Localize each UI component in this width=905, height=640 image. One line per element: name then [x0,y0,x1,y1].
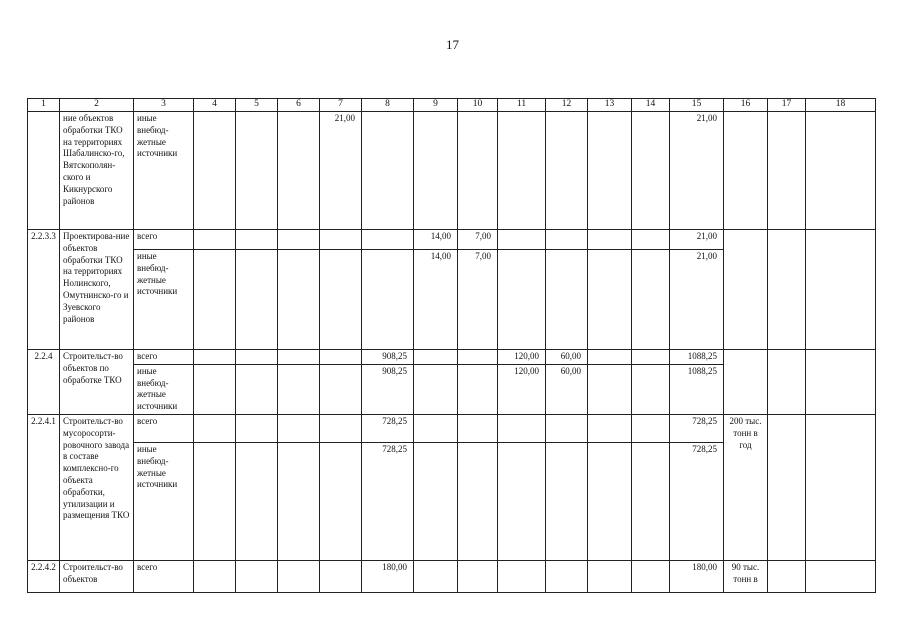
funding-source: всего [134,350,194,365]
table-row [28,230,876,250]
value-cell-col8: 908,25 [362,350,414,365]
value-cell-col13 [588,414,632,442]
capacity-cell [724,230,768,350]
value-cell-col8: 908,25 [362,364,414,414]
table-row [28,112,876,230]
value-cell-col12 [546,250,588,350]
funding-source: всего [134,414,194,442]
value-cell-col17 [768,230,806,350]
value-cell-col13 [588,364,632,414]
value-cell-col6 [278,350,320,365]
value-cell-col8: 728,25 [362,442,414,560]
row-code [28,112,60,230]
value-cell-col10 [458,364,498,414]
value-cell-col8: 180,00 [362,560,414,592]
value-cell-col5 [236,250,278,350]
value-cell-col18 [806,560,876,592]
value-cell-col11: 120,00 [498,364,546,414]
value-cell-col13 [588,560,632,592]
value-cell-col9 [414,560,458,592]
table-row [28,350,876,365]
column-number: 10 [458,99,498,112]
column-number: 1 [28,99,60,112]
value-cell-col13 [588,230,632,250]
value-cell-col15: 728,25 [670,414,724,442]
value-cell-col12 [546,442,588,560]
value-cell-col9: 14,00 [414,250,458,350]
value-cell-col4 [194,560,236,592]
value-cell-col9 [414,350,458,365]
value-cell-col12 [546,112,588,230]
funding-source: иные внебюд-жетные источники [134,364,194,414]
capacity-cell [724,350,768,415]
row-name: Строительст-во объектов [60,560,134,592]
header-row [28,99,876,112]
value-cell-col13 [588,250,632,350]
value-cell-col15: 21,00 [670,112,724,230]
value-cell-col10 [458,414,498,442]
value-cell-col8 [362,112,414,230]
value-cell-col4 [194,250,236,350]
value-cell-col8 [362,230,414,250]
value-cell-col6 [278,112,320,230]
value-cell-col10 [458,112,498,230]
value-cell-col15: 1088,25 [670,350,724,365]
row-code: 2.2.4 [28,350,60,415]
value-cell-col8 [362,250,414,350]
value-cell-col14 [632,250,670,350]
value-cell-col5 [236,442,278,560]
budget-table [27,98,876,593]
column-number: 8 [362,99,414,112]
value-cell-col18 [806,112,876,230]
row-code: 2.2.4.2 [28,560,60,592]
value-cell-col14 [632,112,670,230]
value-cell-col9 [414,442,458,560]
value-cell-col7 [320,414,362,442]
column-number: 18 [806,99,876,112]
value-cell-col11 [498,250,546,350]
table-row [28,560,876,592]
column-number: 16 [724,99,768,112]
value-cell-col11 [498,442,546,560]
column-number: 11 [498,99,546,112]
value-cell-col18 [806,350,876,415]
value-cell-col4 [194,350,236,365]
value-cell-col15: 1088,25 [670,364,724,414]
value-cell-col14 [632,414,670,442]
value-cell-col10 [458,350,498,365]
column-number: 6 [278,99,320,112]
value-cell-col4 [194,414,236,442]
value-cell-col6 [278,414,320,442]
value-cell-col14 [632,350,670,365]
column-number: 7 [320,99,362,112]
value-cell-col12 [546,230,588,250]
value-cell-col17 [768,560,806,592]
value-cell-col7 [320,350,362,365]
value-cell-col12: 60,00 [546,364,588,414]
value-cell-col15: 180,00 [670,560,724,592]
value-cell-col17 [768,414,806,560]
value-cell-col6 [278,442,320,560]
value-cell-col7 [320,364,362,414]
value-cell-col6 [278,364,320,414]
column-number: 17 [768,99,806,112]
value-cell-col6 [278,230,320,250]
value-cell-col4 [194,112,236,230]
page-number: 17 [446,37,459,52]
value-cell-col14 [632,364,670,414]
row-code: 2.2.3.3 [28,230,60,350]
value-cell-col6 [278,560,320,592]
value-cell-col4 [194,230,236,250]
row-code: 2.2.4.1 [28,414,60,560]
value-cell-col12: 60,00 [546,350,588,365]
column-number: 9 [414,99,458,112]
value-cell-col14 [632,442,670,560]
value-cell-col5 [236,364,278,414]
value-cell-col10 [458,442,498,560]
value-cell-col9: 14,00 [414,230,458,250]
value-cell-col4 [194,442,236,560]
value-cell-col12 [546,414,588,442]
value-cell-col4 [194,364,236,414]
value-cell-col17 [768,350,806,415]
row-name: Строительст-во объектов по обработке ТКО [60,350,134,415]
value-cell-col14 [632,230,670,250]
value-cell-col11 [498,414,546,442]
value-cell-col11 [498,560,546,592]
value-cell-col13 [588,442,632,560]
value-cell-col11: 120,00 [498,350,546,365]
row-name: Проектирова-ние объектов обработки ТКО на территориях Нолинского, Омутнинско-го и Зуевского районов [60,230,134,350]
value-cell-col9 [414,364,458,414]
value-cell-col11 [498,230,546,250]
value-cell-col7 [320,250,362,350]
value-cell-col15: 21,00 [670,250,724,350]
value-cell-col10: 7,00 [458,230,498,250]
value-cell-col5 [236,230,278,250]
value-cell-col7 [320,442,362,560]
table-row [28,414,876,442]
value-cell-col10 [458,560,498,592]
value-cell-col9 [414,112,458,230]
capacity-cell [724,112,768,230]
value-cell-col11 [498,112,546,230]
column-number: 3 [134,99,194,112]
capacity-cell: 90 тыс. тонн в [724,560,768,592]
row-name: Строительст-во мусоросорти-ровочного завода в составе комплексно-го объекта обработки, утилизации и размещения ТКО [60,414,134,560]
value-cell-col10: 7,00 [458,250,498,350]
value-cell-col7 [320,560,362,592]
value-cell-col15: 728,25 [670,442,724,560]
column-number: 4 [194,99,236,112]
value-cell-col5 [236,560,278,592]
capacity-cell: 200 тыс. тонн в год [724,414,768,560]
value-cell-col8: 728,25 [362,414,414,442]
column-number: 5 [236,99,278,112]
value-cell-col12 [546,560,588,592]
funding-source: всего [134,230,194,250]
column-number: 2 [60,99,134,112]
value-cell-col17 [768,112,806,230]
value-cell-col13 [588,350,632,365]
value-cell-col5 [236,350,278,365]
funding-source: иные внебюд-жетные источники [134,250,194,350]
value-cell-col7: 21,00 [320,112,362,230]
value-cell-col9 [414,414,458,442]
value-cell-col14 [632,560,670,592]
funding-source: всего [134,560,194,592]
value-cell-col18 [806,414,876,560]
value-cell-col5 [236,112,278,230]
value-cell-col6 [278,250,320,350]
column-number: 15 [670,99,724,112]
value-cell-col15: 21,00 [670,230,724,250]
column-number: 13 [588,99,632,112]
value-cell-col18 [806,230,876,350]
funding-source: иные внебюд-жетные источники [134,112,194,230]
column-number: 12 [546,99,588,112]
value-cell-col7 [320,230,362,250]
value-cell-col13 [588,112,632,230]
funding-source: иные внебюд-жетные источники [134,442,194,560]
value-cell-col5 [236,414,278,442]
row-name: ние объектов обработки ТКО на территориях Шабалинско-го, Вятскополян-ского и Кикнурского районов [60,112,134,230]
column-number: 14 [632,99,670,112]
